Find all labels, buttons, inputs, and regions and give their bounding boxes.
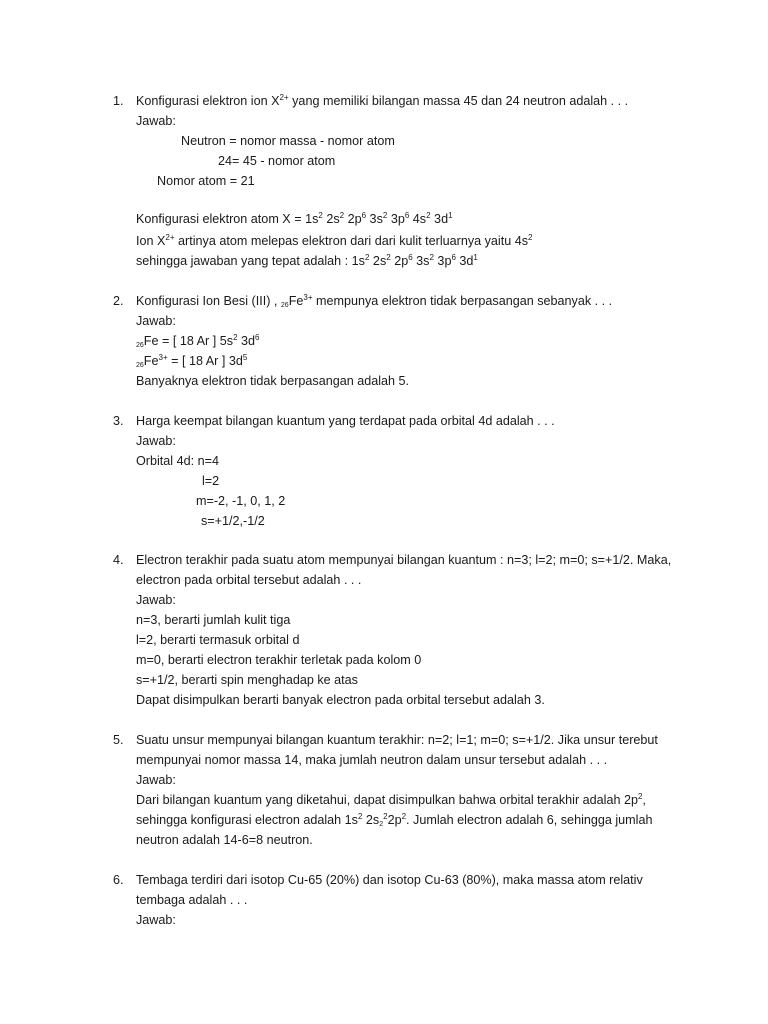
- q3-l: l=2: [202, 474, 220, 488]
- q1-config: Konfigurasi elektron atom $X = 1s^2$ $2s^2$ $2p^6$ $3s^2$ $3p^6$ $4s^2$ $3d^1$: [136, 211, 453, 226]
- q3-n: Orbital 4d: n=4: [136, 454, 219, 468]
- q2-question: Konfigurasi Ion Besi (III) , $_{26}Fe^{3+}$ mempunya elektron tidak berpasangan sebanyak . . .: [136, 293, 613, 309]
- q3-jawab: Jawab:: [136, 434, 176, 448]
- q2-fe-config: $_{26}$Fe = [ 18 Ar ] $5s^2$ $3d^6$: [136, 333, 260, 349]
- q1-number: 1.: [113, 94, 124, 108]
- q4-answer-5: Dapat disimpulkan berarti banyak electron pada orbital tersebut adalah 3.: [136, 693, 545, 707]
- q5-number: 5.: [113, 733, 124, 747]
- q1-ion-line: Ion $X^{2+}$ artinya atom melepas elektron dari dari kulit terluarnya yaitu $4s^2$: [136, 233, 533, 248]
- q1-step2: 24= 45 - nomor atom: [218, 154, 336, 168]
- q2-jawab: Jawab:: [136, 314, 176, 328]
- q4-answer-4: s=+1/2, berarti spin menghadap ke atas: [136, 673, 358, 687]
- q4-line1: Electron terakhir pada suatu atom mempunyai bilangan kuantum : n=3; l=2; m=0; s=+1/2. Maka,: [136, 553, 672, 567]
- q4-answer-3: m=0, berarti electron terakhir terletak pada kolom 0: [136, 653, 422, 667]
- q3-question: Harga keempat bilangan kuantum yang terdapat pada orbital 4d adalah . . .: [136, 414, 555, 428]
- q6-number: 6.: [113, 873, 124, 887]
- q2-fe-ion-config: $_{26}Fe^{3+}$ = [ 18 Ar ] $3d^5$: [136, 353, 248, 369]
- q1-question: Konfigurasi elektron ion $X^{2+}$ yang memiliki bilangan massa 45 dan 24 neutron adalah . . .: [136, 93, 629, 108]
- q5-line1: Suatu unsur mempunyai bilangan kuantum terakhir: n=2; l=1; m=0; s=+1/2. Jika unsur terebut: [136, 733, 658, 747]
- q3-m: m=-2, -1, 0, 1, 2: [196, 494, 286, 508]
- q4-answer-2: l=2, berarti termasuk orbital d: [136, 633, 300, 647]
- q1-step1: Neutron = nomor massa - nomor atom: [181, 134, 395, 148]
- q5-answer-2: sehingga konfigurasi electron adalah $1s^2$ $2s_2^22p^2$. Jumlah electron adalah 6, sehingga jumlah: [136, 812, 653, 828]
- q2-conclusion: Banyaknya elektron tidak berpasangan adalah 5.: [136, 374, 410, 388]
- q6-line1: Tembaga terdiri dari isotop Cu-65 (20%) dan isotop Cu-63 (80%), maka massa atom relativ: [136, 873, 643, 887]
- q5-answer-1: Dari bilangan kuantum yang diketahui, dapat disimpulkan bahwa orbital terakhir adalah $2p^2$,: [136, 792, 646, 807]
- q4-jawab: Jawab:: [136, 593, 176, 607]
- q2-number: 2.: [113, 294, 124, 308]
- q1-step3: Nomor atom = 21: [157, 174, 255, 188]
- q1-jawab: Jawab:: [136, 114, 176, 128]
- q3-number: 3.: [113, 414, 124, 428]
- q4-answer-1: n=3, berarti jumlah kulit tiga: [136, 613, 291, 627]
- q5-line2: mempunyai nomor massa 14, maka jumlah neutron dalam unsur tersebut adalah . . .: [136, 753, 608, 767]
- q6-line2: tembaga adalah . . .: [136, 893, 248, 907]
- q6-jawab: Jawab:: [136, 913, 176, 927]
- q1-answer: sehingga jawaban yang tepat adalah : $1s^2$ $2s^2$ $2p^6$ $3s^2$ $3p^6$ $3d^1$: [136, 253, 478, 268]
- q3-s: s=+1/2,-1/2: [201, 514, 265, 528]
- q4-number: 4.: [113, 553, 124, 567]
- q5-answer-3: neutron adalah 14-6=8 neutron.: [136, 833, 313, 847]
- q5-jawab: Jawab:: [136, 773, 176, 787]
- q4-line2: electron pada orbital tersebut adalah . . .: [136, 573, 362, 587]
